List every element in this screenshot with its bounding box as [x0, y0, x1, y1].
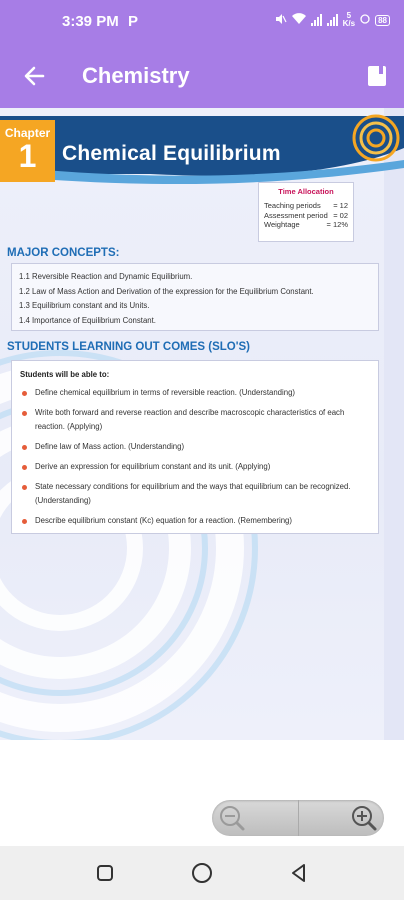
major-concepts-heading: MAJOR CONCEPTS:	[7, 247, 120, 259]
time-allocation-box	[258, 182, 354, 242]
carrier-icon: P	[128, 13, 139, 30]
zoom-out-icon	[218, 804, 246, 832]
bookmark-button[interactable]	[366, 65, 388, 87]
list-item	[20, 406, 370, 434]
time-row	[264, 220, 348, 230]
system-nav-bar	[0, 846, 404, 900]
time-row-value: = 12%	[326, 220, 348, 229]
list-item-text: Define chemical equilibrium in terms of reversible reaction. (Understanding)	[35, 388, 296, 397]
list-item	[20, 480, 370, 508]
bullet-icon	[22, 445, 27, 450]
list-item: 1.3 Equilibrium constant and its Units.	[19, 301, 150, 310]
zoom-controls	[212, 800, 384, 836]
mute-icon	[275, 13, 287, 28]
time-row	[264, 211, 348, 221]
slo-heading: STUDENTS LEARNING OUT COMES (SLO'S)	[7, 341, 250, 353]
major-concepts-list	[11, 263, 379, 331]
chapter-label: Chapter	[4, 126, 51, 140]
list-item: 1.1 Reversible Reaction and Dynamic Equilibrium.	[19, 272, 193, 281]
status-bar	[0, 0, 404, 46]
list-item	[20, 460, 370, 474]
status-icons	[275, 12, 390, 28]
time-allocation-heading: Time Allocation	[278, 187, 334, 196]
chapter-number: 1	[18, 138, 37, 174]
list-item-text: Derive an expression for equilibrium constant and its unit. (Applying)	[35, 462, 271, 471]
document-page[interactable]	[0, 108, 404, 740]
app-bar	[0, 46, 404, 108]
zoom-in-button[interactable]	[350, 804, 378, 832]
time-row-value: = 12	[333, 201, 348, 210]
time-row-label: Teaching periods	[264, 201, 321, 210]
bullet-icon	[22, 411, 27, 416]
zoom-in-icon	[350, 804, 378, 832]
back-nav-button[interactable]	[288, 862, 310, 884]
home-button[interactable]	[191, 862, 213, 884]
list-item: 1.2 Law of Mass Action and Derivation of the expression for the Equilibrium Constant.	[19, 286, 314, 296]
signal-icon	[311, 14, 322, 26]
time-row	[264, 201, 348, 211]
bullet-icon	[22, 465, 27, 470]
list-item-text: State necessary conditions for equilibrium and the ways that equilibrium can be recognized. (Understanding)	[35, 482, 351, 505]
chapter-title: Chemical Equilibrium	[62, 142, 281, 165]
back-button[interactable]	[18, 60, 50, 92]
list-item-text: Define law of Mass action. (Understanding)	[35, 442, 185, 451]
bullet-icon	[22, 391, 27, 396]
list-item	[20, 386, 370, 400]
list-item	[20, 514, 370, 528]
recents-button[interactable]	[94, 862, 116, 884]
signal-icon	[327, 14, 338, 26]
alarm-icon	[360, 14, 370, 27]
list-item: 1.4 Importance of Equilibrium Constant.	[19, 315, 156, 325]
time-row-label: Assessment period	[264, 210, 328, 220]
app-title: Chemistry	[82, 63, 190, 88]
zoom-divider	[298, 800, 299, 836]
bullet-icon	[22, 485, 27, 490]
status-time: 3:39 PM	[62, 13, 119, 30]
slo-intro: Students will be able to:	[20, 370, 110, 379]
back-triangle-icon	[288, 862, 310, 884]
list-item	[20, 440, 370, 454]
list-item-text: Write both forward and reverse reaction and describe macroscopic characteristics of each reaction. (Applying)	[35, 408, 345, 431]
bullet-icon	[22, 519, 27, 524]
list-item-text: Describe equilibrium constant (Kc) equation for a reaction. (Remembering)	[35, 516, 292, 525]
battery-icon: 88	[375, 15, 390, 26]
wifi-icon	[292, 13, 306, 28]
network-speed: 5 K/s	[342, 11, 356, 28]
time-row-label: Weightage	[264, 220, 300, 229]
home-circle-icon	[191, 862, 213, 884]
zoom-out-button[interactable]	[218, 804, 246, 832]
recents-square-icon	[94, 862, 116, 884]
time-row-value: = 02	[333, 210, 348, 220]
arrow-left-icon	[18, 60, 50, 92]
book-icon	[366, 65, 388, 87]
slo-list	[11, 360, 379, 534]
chapter-badge	[0, 120, 55, 182]
